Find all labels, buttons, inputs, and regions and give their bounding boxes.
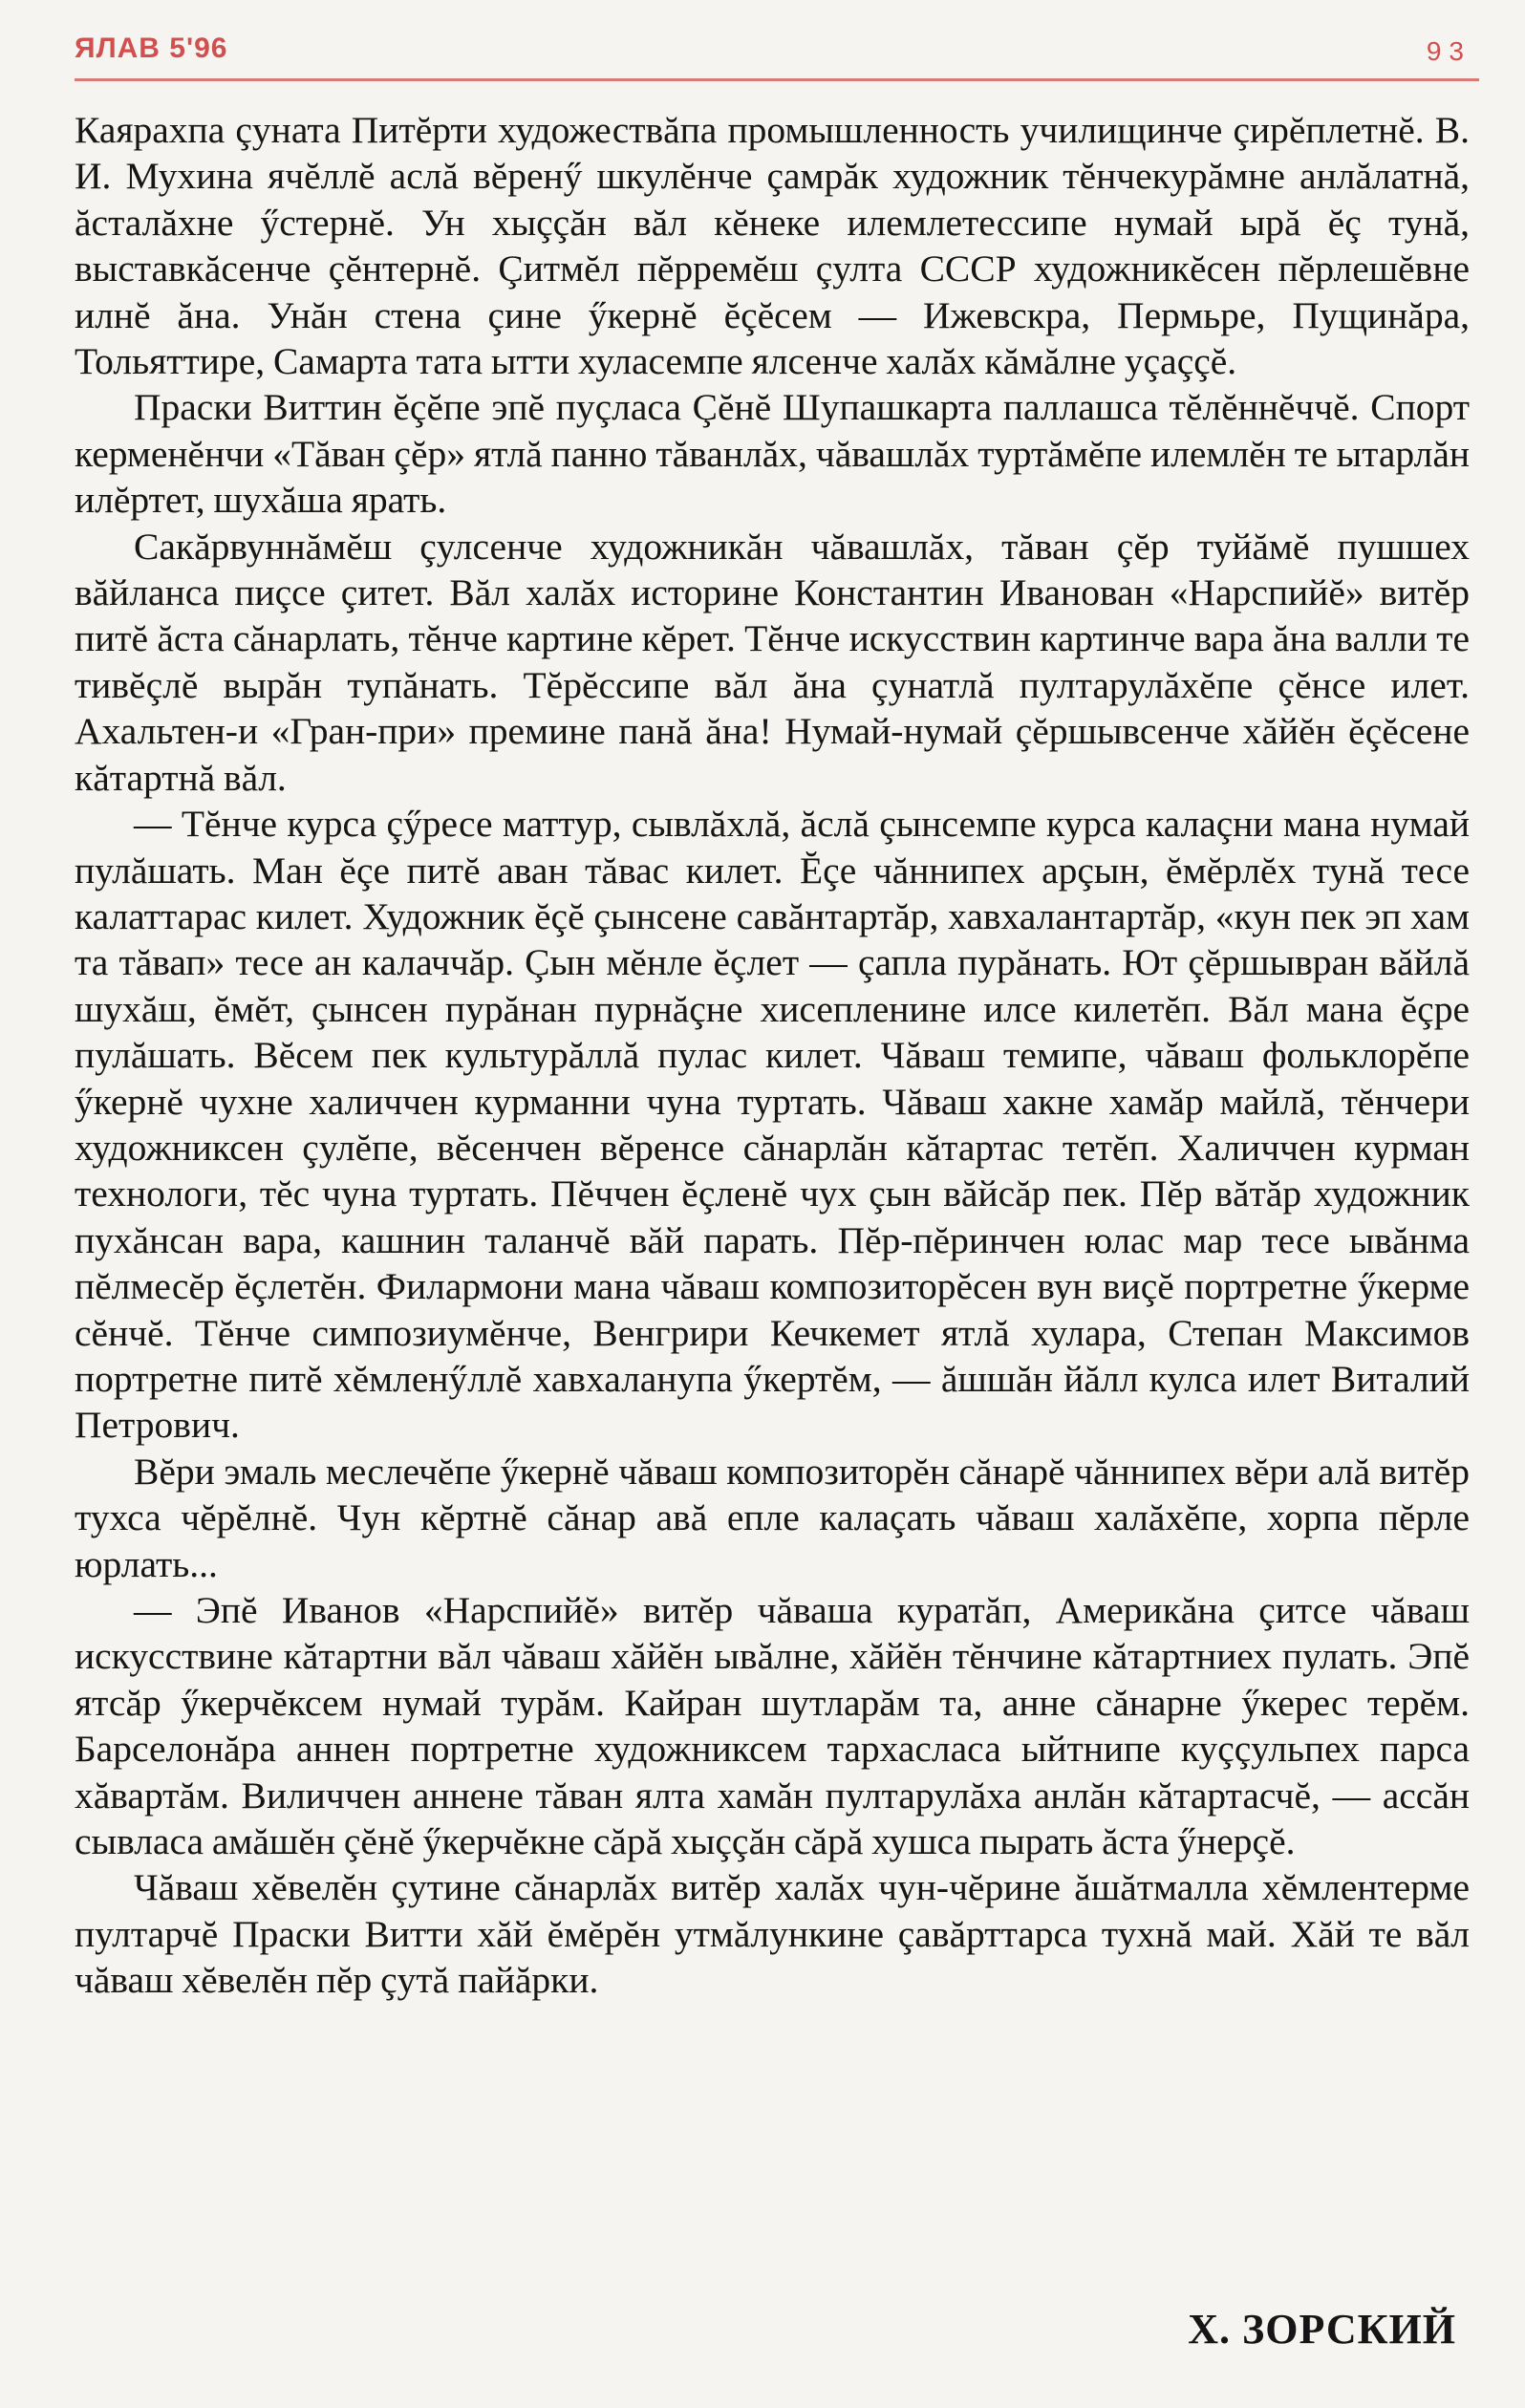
paragraph-4: — Тĕнче курса çӳресе маттур, сывлăхлă, ăслă çынсемпе курса калаçни мана нумай пулăшать. Ман ĕçе питĕ аван тăвас килет. Ĕçе чăннипех арçын, ĕмĕрлĕх тунă тесе калаттарас килет. Художник ĕçĕ çынсене савăнтартăр, хавхалантартăр, «кун пек эп хам та тăвап» тесе ан калаччăр. Çын мĕнле ĕçлет — çапла пурăнать. Ют çĕршывран вăйлă шухăш, ĕмĕт, çынсен пурăнан пурнăçне хисепленине илсе килетĕп. Вăл мана ĕçре пулăшать. Вĕсем пек культурăллă пулас килет. Чăваш темипе, чăваш фольклорĕпе ӳкернĕ чухне халиччен курманни чуна туртать. Чăваш хакне хамăр майлă, тĕнчери художниксен çулĕпе, вĕсенчен вĕренсе сăнарлăн кăтартас тетĕп. Халиччен курман технологи, тĕс чуна туртать. Пĕччен ĕçленĕ чух çын вăйсăр пек. Пĕр вăтăр художник пухăнсан вара, кашнин таланчĕ вăй парать. Пĕр-пĕринчен юлас мар тесе ывăнма пĕлмесĕр ĕçлетĕн. Филармони мана чăваш композиторĕсен вун виçĕ портретне ӳкерме сĕнчĕ. Тĕнче симпозиумĕнче, Венгрири Кечкемет ятлă хулара, Степан Максимов портретне питĕ хĕмленӳллĕ хавхаланупа ӳкертĕм, — ăшшăн йăлл кулса илет Виталий Петрович. [75,803,1470,1447]
paragraph-1: Каярахпа çуната Питĕрти художествăпа промышленность училищинче çирĕплетнĕ. В. И. Мухина ячĕллĕ аслă вĕренӳ шкулĕнче çамрăк художник тĕнчекурăмне анлăлатнă, ăсталăхне ӳстернĕ. Ун хыççăн вăл кĕнеке илемлетессипе нумай ырă ĕç тунă, выставкăсенче çĕнтернĕ. Çитмĕл пĕрремĕш çулта СССР художникĕсен пĕрлешĕвне илнĕ ăна. Унăн стена çине ӳкернĕ ĕçĕсем — Ижевскра, Пермьре, Пущинăра, Тольяттире, Самарта тата ытти хуласемпе ялсенче халăх кăмăлне уçаççĕ. [75,109,1470,383]
journal-name: ЯЛАВ 5'96 [75,32,228,64]
paragraph-2: Праски Виттин ĕçĕпе эпĕ пуçласа Çĕнĕ Шупашкарта паллашса тĕлĕннĕччĕ. Спорт керменĕнчи «Тăван çĕр» ятлă панно тăванлăх, чăвашлăх туртăмĕпе илемлĕн те ытарлăн илĕртет, шухăша ярать. [75,386,1470,522]
header-rule [75,78,1479,81]
paragraph-3: Сакăрвуннăмĕш çулсенче художникăн чăвашлăх, тăван çĕр туйăмĕ пушшех вăйланса пиçсе çитет. Вăл халăх историне Константин Иванован «Нарспийĕ» витĕр питĕ ăста сăнарлать, тĕнче картине кĕрет. Тĕнче искусствин картинче вара ăна валли те тивĕçлĕ вырăн тупăнать. Тĕрĕссипе вăл ăна çунатлă пултарулăхĕпе çĕнсе илет. Ахальтен-и «Гран-при» премине панă ăна! Нумай-нумай çĕршывсенче хăйĕн ĕçĕсене кăтартнă вăл. [75,525,1470,799]
paragraph-5: Вĕри эмаль меслечĕпе ӳкернĕ чăваш композиторĕн сăнарĕ чăннипех вĕри алă витĕр тухса чĕрĕлнĕ. Чун кĕртнĕ сăнар авă епле калаçать чăваш халăхĕпе, хорпа пĕрле юрлать... [75,1450,1470,1585]
paragraph-7: Чăваш хĕвелĕн çутине сăнарлăх витĕр халăх чун-чĕрине ăшăтмалла хĕмлентерме пултарчĕ Праски Витти хăй ĕмĕрĕн утмăлункине çавăрттарса тухнă май. Хăй те вăл чăваш хĕвелĕн пĕр çутă пайăрки. [75,1866,1470,2002]
paragraph-6: — Эпĕ Иванов «Нарспийĕ» витĕр чăваша куратăп, Америкăна çитсе чăваш искусствине кăтартни вăл чăваш хăйĕн ывăлне, хăйĕн тĕнчине кăтартниех пулать. Эпĕ ятсăр ӳкерчĕксем нумай турăм. Кайран шутларăм та, анне сăнарне ӳкерес терĕм. Барселонăра аннен портретне художниксем тархасласа ыйтнипе куççульпех парса хăвартăм. Виличчен аннене тăван ялта хамăн пултарулăха анлăн кăтартасчĕ, — ассăн сывласа амăшĕн çĕнĕ ӳкерчĕкне сăрă хыççăн сăрă хушса пырать ăста ӳнерçĕ. [75,1589,1470,1863]
article-body [75,107,1470,2004]
author-signature: Х. ЗОРСКИЙ [1188,2306,1456,2353]
running-head [75,32,1479,86]
page-number: 93 [1426,36,1471,66]
